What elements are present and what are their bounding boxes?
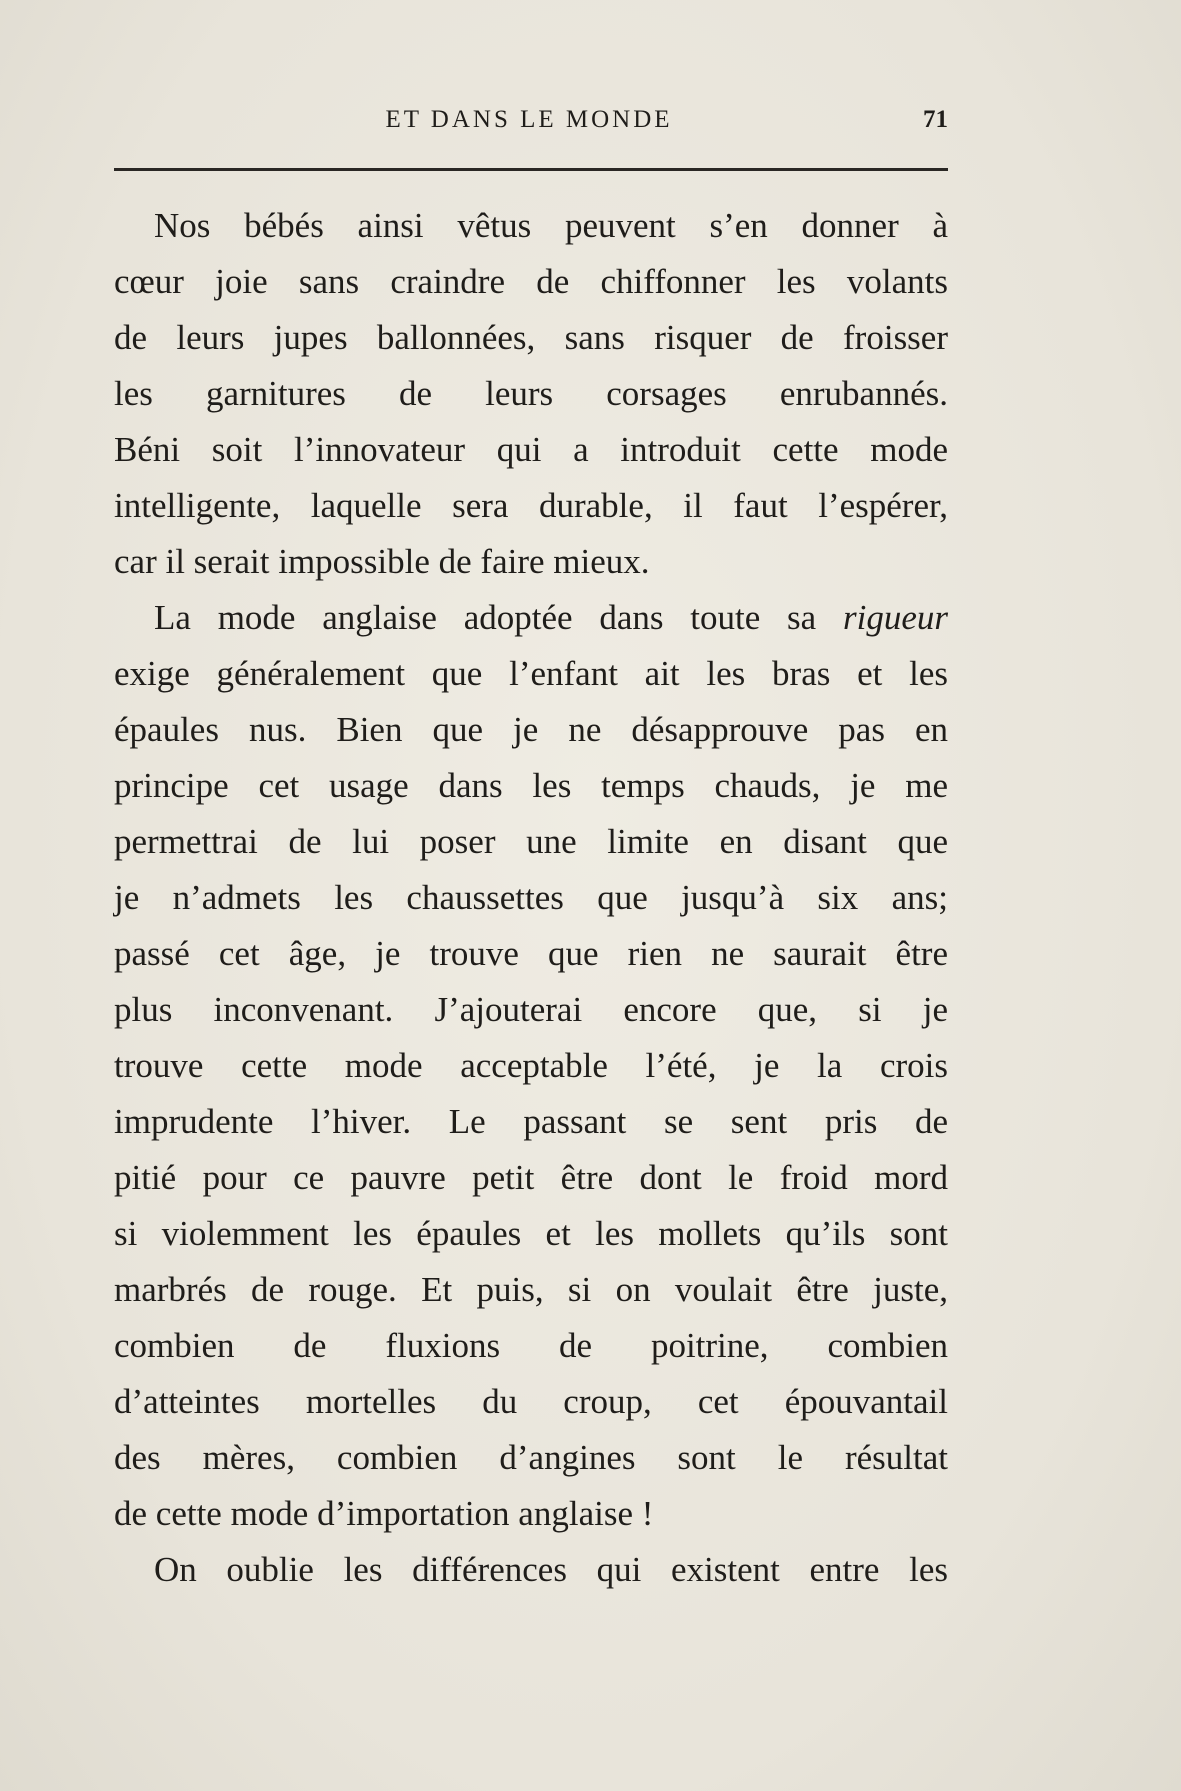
running-title: ET DANS LE MONDE — [385, 106, 673, 133]
text-line: imprudente l’hiver. Le passant se sent pris de — [114, 1102, 948, 1141]
text-line: les garnitures de leurs corsages enrubannés. — [114, 374, 948, 413]
text-line: pitié pour ce pauvre petit être dont le froid mord — [114, 1158, 948, 1197]
text-line: d’atteintes mortelles du croup, cet épouvantail — [114, 1382, 948, 1421]
text-line: combien de fluxions de poitrine, combien — [114, 1326, 948, 1365]
text-line: des mères, combien d’angines sont le résultat — [114, 1438, 948, 1477]
text-line: je n’admets les chaussettes que jusqu’à six ans; — [114, 878, 948, 917]
text-line: Béni soit l’innovateur qui a introduit cette mode — [114, 430, 948, 469]
text-line: intelligente, laquelle sera durable, il faut l’espérer, — [114, 486, 948, 525]
text-line: principe cet usage dans les temps chauds, je me — [114, 766, 948, 805]
body-text — [114, 198, 948, 1598]
text-segment: La mode anglaise adoptée dans toute sa — [154, 598, 817, 637]
text-line: trouve cette mode acceptable l’été, je la crois — [114, 1046, 948, 1085]
text-line: Nos bébés ainsi vêtus peuvent s’en donner à — [154, 206, 948, 245]
text-line: marbrés de rouge. Et puis, si on voulait être juste, — [114, 1270, 948, 1309]
text-line: de leurs jupes ballonnées, sans risquer de froisser — [114, 318, 948, 357]
text-line: permettrai de lui poser une limite en disant que — [114, 822, 948, 861]
text-line — [114, 590, 948, 646]
text-line: passé cet âge, je trouve que rien ne saurait être — [114, 934, 948, 973]
italic-word: rigueur — [843, 598, 949, 637]
text-line: cœur joie sans craindre de chiffonner les volants — [114, 262, 948, 301]
text-line: si violemment les épaules et les mollets qu’ils sont — [114, 1214, 948, 1253]
page-number: 71 — [923, 106, 948, 133]
header-rule — [114, 168, 948, 171]
text-line: de cette mode d’importation anglaise ! — [114, 1494, 654, 1533]
text-line: car il serait impossible de faire mieux. — [114, 542, 650, 581]
text-line: plus inconvenant. J’ajouterai encore que, si je — [114, 990, 948, 1029]
text-line: On oublie les différences qui existent entre les — [154, 1550, 948, 1589]
text-line: épaules nus. Bien que je ne désapprouve pas en — [114, 710, 948, 749]
text-line: exige généralement que l’enfant ait les bras et les — [114, 654, 948, 693]
